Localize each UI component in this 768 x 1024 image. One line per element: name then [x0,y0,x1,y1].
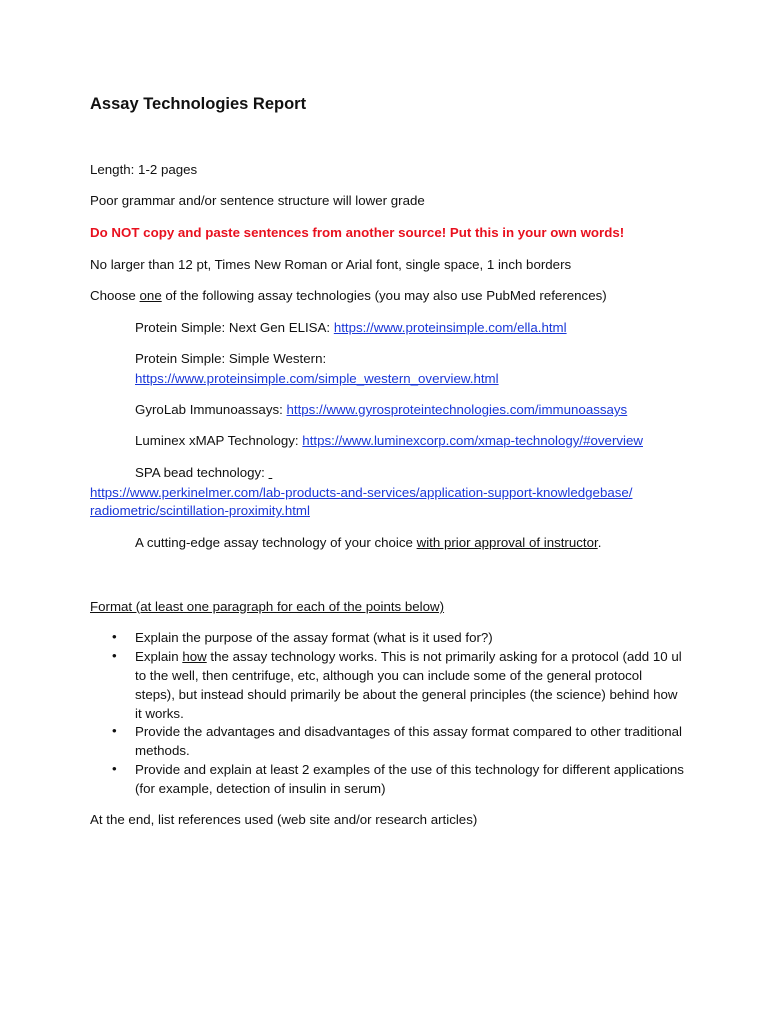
option-spa-bead-link-line2[interactable]: radiometric/scintillation-proximity.html [90,503,310,518]
bullet-dot: • [112,629,117,644]
bullet-dot: • [112,723,117,738]
length-line: Length: 1-2 pages [90,162,198,177]
choose-line [90,288,607,304]
option-next-gen-elisa [135,320,567,336]
bullet-examples: Provide and explain at least 2 examples of the use of this technology for different applications (for example, detection of insulin in serum) [135,762,684,796]
option-link[interactable]: https://www.luminexcorp.com/xmap-technology/#overview [302,433,643,448]
choose-one: one [139,288,162,303]
option-link[interactable]: https://www.gyrosproteintechnologies.com/immunoassays [286,402,628,417]
bullet-advantages: Provide the advantages and disadvantages of this assay format compared to other traditional methods. [135,724,682,758]
grammar-line: Poor grammar and/or sentence structure will lower grade [90,193,425,208]
option-spa-bead-link-line1[interactable]: https://www.perkinelmer.com/lab-products-and-services/application-support-knowledgebase/ [90,485,633,500]
warning-line: Do NOT copy and paste sentences from another source! Put this in your own words! [90,225,625,240]
option-luminex [135,433,643,449]
bullet-purpose: Explain the purpose of the assay format (what is it used for?) [135,630,493,645]
option-label-trailing-space [269,465,273,480]
bullet-how-underlined: how [182,649,207,664]
option-label: Luminex xMAP Technology: [135,433,303,448]
option-label: SPA bead technology: [135,465,269,480]
format-heading: Format (at least one paragraph for each of the points below) [90,599,445,614]
choose-post: of the following assay technologies (you may also use PubMed references) [161,288,607,303]
option-custom [135,535,601,551]
option-label: GyroLab Immunoassays: [135,402,287,417]
option-simple-western-label: Protein Simple: Simple Western: [135,351,327,366]
bullet-how-post: the assay technology works. This is not primarily asking for a protocol (add 10 ul to the well, then centrifuge, etc, although you can include some of the general protocol steps), but instead should primarily be about the general principles (the science) behind how it works. [135,649,682,721]
bullet-how-pre: Explain [135,649,183,664]
option-label: Protein Simple: Next Gen ELISA: [135,320,334,335]
custom-post: . [597,535,602,550]
bullet-dot: • [112,761,117,776]
option-link[interactable]: https://www.proteinsimple.com/ella.html [333,320,567,335]
custom-pre: A cutting-edge assay technology of your choice [135,535,417,550]
custom-underlined: with prior approval of instructor [416,535,598,550]
bullet-how [135,647,685,723]
page-title: Assay Technologies Report [90,95,307,113]
choose-pre: Choose [90,288,140,303]
option-simple-western-link[interactable]: https://www.proteinsimple.com/simple_western_overview.html [135,371,499,386]
bullet-dot: • [112,648,117,663]
references-line: At the end, list references used (web site and/or research articles) [90,812,478,827]
font-rule-line: No larger than 12 pt, Times New Roman or Arial font, single space, 1 inch borders [90,257,572,272]
option-spa-bead-label [135,465,272,481]
option-gyrolab [135,402,627,418]
